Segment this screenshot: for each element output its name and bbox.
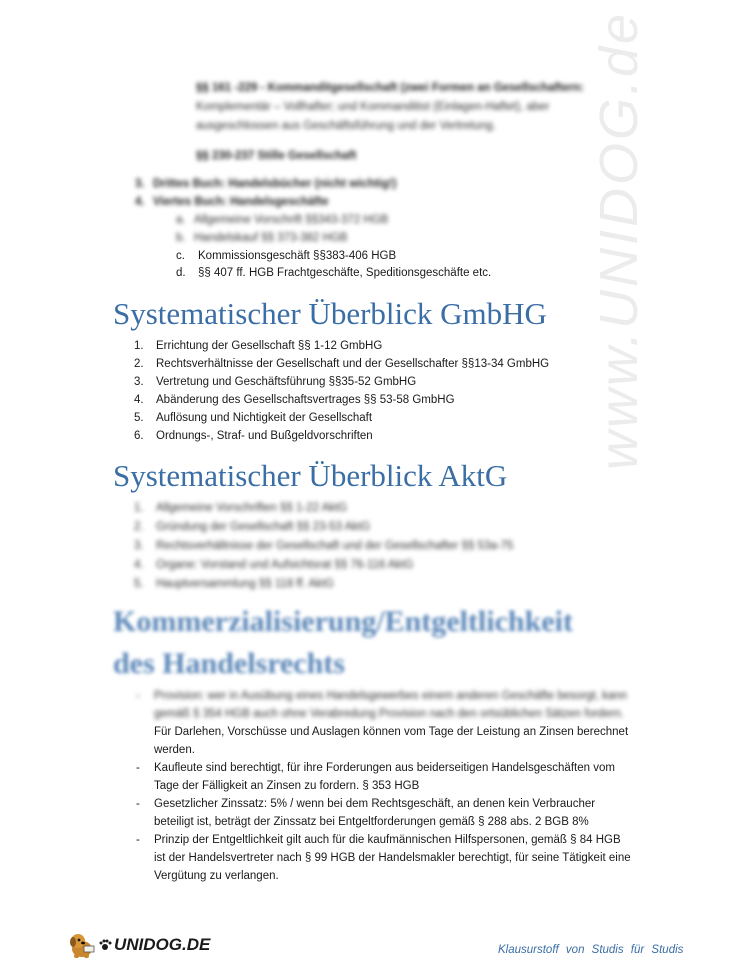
unidog-logo [66,930,210,960]
bullet-3-line-1: Gesetzlicher Zinssatz: 5% / wenn bei dem Rechtsgeschäft, an denen kein Verbraucher [154,798,596,810]
heading-aktg: Systematischer Überblick AktG [113,458,508,493]
list-item-text: Ordnungs-, Straf- und Bußgeldvorschriften [156,430,373,442]
bullet-1-line-4: werden. [154,744,195,756]
watermark-text: www.UNIDOG.de [589,10,649,470]
bullet-2-line-1: Kaufleute sind berechtigt, für ihre Forderungen aus beiderseitigen Handelsgeschäften vom [154,762,615,774]
bullet-2-line-2: Tage der Fälligkeit an Zinsen zu fordern. § 353 HGB [154,780,420,792]
bullet-4-line-1: Prinzip der Entgeltlichkeit gilt auch für die kaufmännischen Hilfspersonen, gemäß § 84 HGB [154,834,621,846]
list-number: 4. [134,559,144,571]
bullet-dash: - [136,834,140,846]
bullet-3-line-2: beteiligt ist, beträgt der Zinssatz bei Entgeltforderungen gemäß § 288 abs. 2 BGB 8% [154,816,589,828]
kg-line-2: Komplementär – Vollhafter; und Kommanditist (Einlagen-Haftet), aber [196,101,550,113]
logo-text: UNIDOG.DE [114,935,211,954]
heading-kommerzialisierung-line-2: des Handelsrechts [113,647,345,680]
list-item-4a: a. Allgemeine Vorschrift §§343-372 HGB [176,214,389,226]
bullet-dash: - [136,798,140,810]
heading-kommerzialisierung-line-1: Kommerzialisierung/Entgeltlichkeit [113,605,573,638]
list-item-3: 3. Drittes Buch: Handelsbücher (nicht wichtig!) [135,178,397,190]
list-item-text: Allgemeine Vorschriften §§ 1-22 AktG [156,502,348,514]
aktg-item-3 [134,538,513,554]
gmbhg-item-6 [134,428,373,444]
gmbhg-item-1 [134,338,382,354]
heading-gmbhg: Systematischer Überblick GmbHG [113,296,547,331]
footer-tagline: Klausurstoff von Studis für Studis [498,944,684,956]
bullet-4-line-2: ist der Handelsvertreter nach § 99 HGB der Handelsmakler berechtigt, für seine Tätigkeit eine [154,852,631,864]
bullet-dash: - [136,762,140,774]
dog-mascot-icon [66,930,98,960]
kg-line-1: §§ 161 -229 - Kommanditgesellschaft (zwei Formen an Gesellschaftern: [196,82,584,94]
list-number: 5. [134,578,144,590]
list-item-text: Auflösung und Nichtigkeit der Gesellschaft [156,412,373,424]
list-item-text: Gründung der Gesellschaft §§ 23-53 AktG [156,521,371,533]
list-number: 6. [134,430,144,442]
bullet-dash: - [136,690,140,702]
list-number: 5. [134,412,144,424]
list-item-4b: b. Handelskauf §§ 373-382 HGB [176,232,348,244]
kg-line-3: ausgeschlossen aus Geschäftsführung und der Vertretung. [196,120,496,132]
aktg-item-2 [134,519,370,535]
list-item-4c: c. Kommissionsgeschäft §§383-406 HGB [176,250,397,262]
gmbhg-item-2 [134,356,549,372]
list-item-text: Vertretung und Geschäftsführung §§35-52 GmbHG [156,376,417,388]
list-item-text: Hauptversammlung §§ 118 ff. AktG [156,578,334,590]
list-number: 1. [134,340,144,352]
list-number: 2. [134,358,144,370]
aktg-item-5 [134,576,334,592]
list-item-4d: d. §§ 407 ff. HGB Frachtgeschäfte, Speditionsgeschäfte etc. [176,267,492,279]
bullet-1-line-2: gemäß § 354 HGB auch ohne Verabredung Provision nach den ortsüblichen Sätzen fordern. [154,708,624,720]
list-number: 3. [134,376,144,388]
list-item-text: Organe: Vorstand und Aufsichtsrat §§ 76-116 AktG [156,559,414,571]
list-number: 3. [134,540,144,552]
gmbhg-item-5 [134,410,372,426]
bullet-4-line-3: Vergütung zu verlangen. [154,870,279,882]
aktg-item-4 [134,557,413,573]
list-number: 4. [134,394,144,406]
list-item-text: Rechtsverhältnisse der Gesellschaft und der Gesellschafter §§ 53a-75 [156,540,514,552]
bullet-1-line-1: Provision: wer in Ausübung eines Handelsgewerbes einem anderen Geschäfte besorgt, kann [154,690,628,702]
gmbhg-item-3 [134,374,416,390]
aktg-item-1 [134,500,347,516]
stille-gesellschaft: §§ 230-237 Stille Gesellschaft [196,150,357,162]
gmbhg-item-4 [134,392,455,408]
list-number: 1. [134,502,144,514]
list-number: 2. [134,521,144,533]
paw-icon [98,938,112,952]
bullet-1-line-3: Für Darlehen, Vorschüsse und Auslagen können vom Tage der Leistung an Zinsen berechnet [154,726,629,738]
list-item-text: Rechtsverhältnisse der Gesellschaft und der Gesellschafter §§13-34 GmbHG [156,358,550,370]
list-item-text: Errichtung der Gesellschaft §§ 1-12 GmbHG [156,340,383,352]
list-item-4: 4. Viertes Buch: Handelsgeschäfte [135,196,329,208]
list-item-text: Abänderung des Gesellschaftsvertrages §§ 53-58 GmbHG [156,394,455,406]
